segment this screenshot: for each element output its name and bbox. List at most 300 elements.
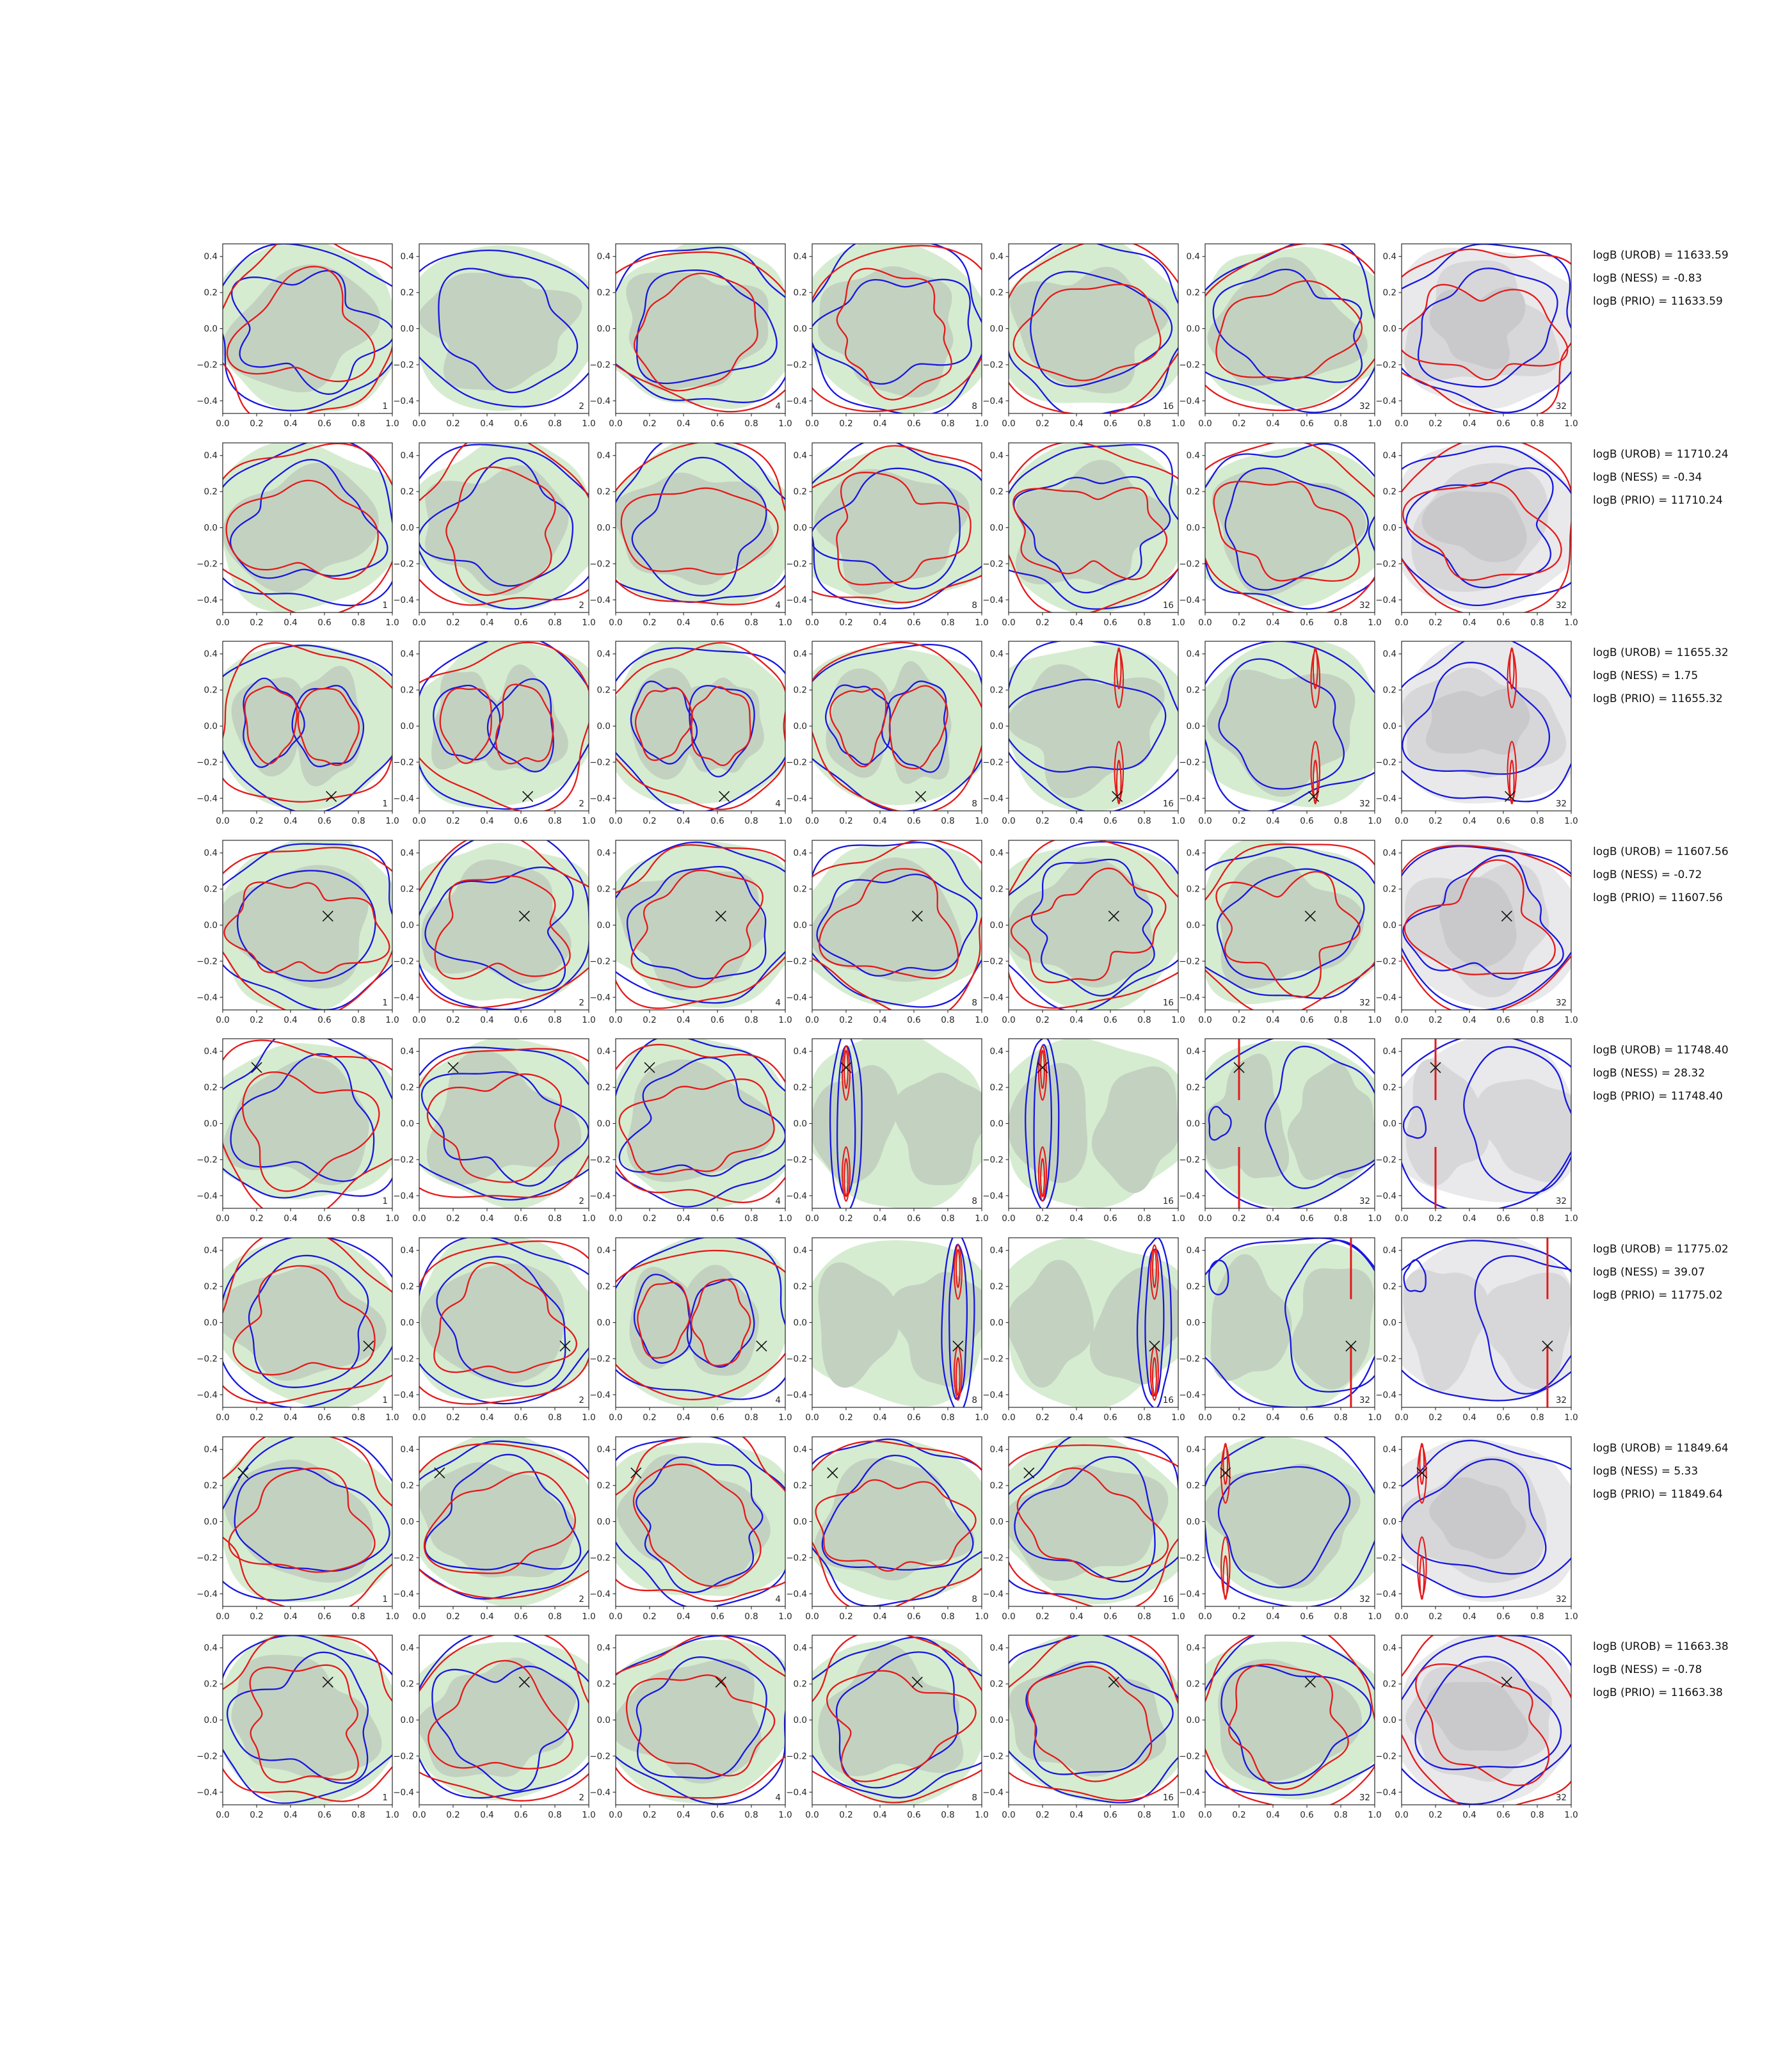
x-tick-label: 0.0 (609, 419, 623, 429)
x-tick-label: 0.6 (514, 1213, 528, 1224)
y-tick-label: 0.0 (204, 1318, 218, 1328)
x-tick-label: 0.6 (710, 1810, 724, 1820)
x-tick-label: 0.6 (710, 1213, 724, 1224)
x-tick-label: 0.0 (1002, 1810, 1016, 1820)
y-tick-label: −0.4 (393, 1588, 414, 1599)
y-tick-label: 0.4 (1382, 1046, 1396, 1057)
subplot-r2c4 (780, 433, 991, 632)
x-tick-label: 0.8 (1137, 1412, 1151, 1423)
subplot-r4c3 (584, 830, 795, 1030)
x-tick-label: 0.8 (548, 618, 562, 628)
y-tick-label: 0.2 (400, 685, 414, 696)
y-tick-label: 0.2 (793, 685, 807, 696)
y-tick-label: 0.4 (793, 1245, 807, 1256)
y-tick-label: 0.0 (204, 920, 218, 931)
y-tick-label: 0.4 (1186, 451, 1200, 461)
y-tick-label: −0.4 (982, 1389, 1004, 1400)
subplot-count-label: 16 (1162, 799, 1174, 809)
x-tick-label: 0.0 (609, 1213, 623, 1224)
x-tick-label: 0.6 (907, 1412, 921, 1423)
x-tick-label: 0.6 (514, 419, 528, 429)
x-tick-label: 0.2 (1232, 1213, 1246, 1224)
logb-annotation-line: logB (NESS) = -0.34 (1593, 471, 1702, 484)
x-tick-label: 0.6 (1300, 1015, 1314, 1025)
subplot-r3c7 (1370, 631, 1581, 831)
y-tick-label: 0.0 (400, 920, 414, 931)
y-tick-label: 0.4 (1186, 1643, 1200, 1654)
y-tick-label: −0.4 (786, 992, 807, 1003)
y-tick-label: 0.0 (596, 1715, 611, 1725)
subplot-count-label: 1 (382, 1594, 388, 1604)
x-tick-label: 0.6 (907, 1015, 921, 1025)
y-tick-label: 0.4 (596, 1245, 611, 1256)
subplot-r1c7 (1370, 234, 1581, 433)
x-tick-label: 1.0 (975, 1213, 989, 1224)
y-tick-label: 0.2 (1382, 1679, 1396, 1690)
y-tick-label: 0.0 (1186, 324, 1200, 334)
x-tick-label: 0.2 (643, 1213, 657, 1224)
y-tick-label: 0.0 (400, 721, 414, 732)
x-tick-label: 0.2 (1428, 419, 1443, 429)
row-annotation-block (1593, 1640, 1729, 1709)
y-tick-label: 0.2 (400, 1480, 414, 1491)
x-tick-label: 0.2 (839, 1015, 853, 1025)
subplot-r3c2 (387, 631, 598, 831)
x-tick-label: 1.0 (1564, 1015, 1578, 1025)
x-tick-label: 0.8 (941, 1612, 955, 1622)
x-tick-label: 1.0 (975, 816, 989, 826)
x-tick-label: 0.6 (710, 1412, 724, 1423)
x-tick-label: 1.0 (1368, 1810, 1382, 1820)
subplot-count-label: 16 (1162, 1196, 1174, 1206)
x-tick-label: 1.0 (1368, 1612, 1382, 1622)
y-tick-label: −0.2 (393, 1155, 414, 1165)
y-tick-label: 0.2 (204, 685, 218, 696)
subplot-count-label: 16 (1162, 600, 1174, 611)
logb-annotation-line: logB (UROB) = 11633.59 (1593, 249, 1729, 262)
x-tick-label: 0.4 (1462, 1810, 1476, 1820)
y-tick-label: 0.4 (400, 451, 414, 461)
x-tick-label: 0.2 (1036, 1412, 1050, 1423)
x-tick-label: 1.0 (1564, 1412, 1578, 1423)
subplot-count-label: 32 (1359, 799, 1370, 809)
y-tick-label: 0.2 (204, 486, 218, 497)
y-tick-label: −0.2 (1179, 1751, 1200, 1762)
x-tick-label: 0.6 (514, 1412, 528, 1423)
y-tick-label: 0.0 (989, 324, 1004, 334)
subplot-r4c6 (1173, 830, 1384, 1030)
x-tick-label: 1.0 (1368, 1412, 1382, 1423)
x-tick-label: 0.8 (1530, 1810, 1544, 1820)
y-tick-label: −0.4 (196, 396, 218, 406)
row-annotation-block (1593, 1243, 1729, 1312)
y-tick-label: −0.2 (982, 1155, 1004, 1165)
y-tick-label: 0.4 (400, 1046, 414, 1057)
x-tick-label: 1.0 (1171, 1213, 1185, 1224)
x-tick-label: 0.8 (351, 1412, 365, 1423)
row-annotation-block (1593, 845, 1729, 915)
y-tick-label: −0.2 (786, 360, 807, 371)
subplot-count-label: 8 (972, 1793, 977, 1803)
x-tick-label: 0.2 (643, 1015, 657, 1025)
y-tick-label: −0.4 (196, 1389, 218, 1400)
logb-annotation-line: logB (UROB) = 11655.32 (1593, 646, 1729, 659)
x-tick-label: 0.2 (1428, 1213, 1443, 1224)
x-tick-label: 1.0 (1368, 1213, 1382, 1224)
y-tick-label: 0.0 (989, 1517, 1004, 1527)
y-tick-label: −0.4 (393, 992, 414, 1003)
x-tick-label: 0.8 (1137, 1612, 1151, 1622)
x-tick-label: 0.4 (873, 1015, 887, 1025)
x-tick-label: 1.0 (1171, 1015, 1185, 1025)
y-tick-label: 0.2 (793, 287, 807, 298)
y-tick-label: −0.2 (589, 757, 611, 768)
x-tick-label: 0.6 (907, 618, 921, 628)
subplot-r5c3 (584, 1028, 795, 1228)
y-tick-label: −0.4 (982, 595, 1004, 605)
y-tick-label: −0.4 (786, 1389, 807, 1400)
logb-annotation-line: logB (PRIO) = 11655.32 (1593, 692, 1723, 705)
subplot-count-label: 8 (972, 401, 977, 412)
y-tick-label: 0.2 (204, 1281, 218, 1292)
y-tick-label: −0.2 (589, 956, 611, 967)
x-tick-label: 0.0 (412, 1412, 426, 1423)
x-tick-label: 1.0 (975, 419, 989, 429)
subplot-r2c3 (584, 433, 795, 632)
y-tick-label: −0.4 (1179, 1389, 1200, 1400)
y-tick-label: 0.4 (596, 649, 611, 660)
x-tick-label: 0.4 (873, 1810, 887, 1820)
x-tick-label: 0.2 (446, 419, 460, 429)
y-tick-label: 0.4 (1382, 1643, 1396, 1654)
x-tick-label: 0.8 (351, 816, 365, 826)
x-tick-label: 0.6 (317, 419, 332, 429)
x-tick-label: 0.6 (1496, 1810, 1510, 1820)
x-tick-label: 0.4 (1069, 1412, 1084, 1423)
subplot-r4c2 (387, 830, 598, 1030)
x-tick-label: 0.4 (1069, 1810, 1084, 1820)
x-tick-label: 1.0 (582, 1612, 596, 1622)
x-tick-label: 0.6 (317, 816, 332, 826)
y-tick-label: 0.0 (1382, 523, 1396, 533)
x-tick-label: 0.2 (1036, 816, 1050, 826)
x-tick-label: 0.8 (1530, 1213, 1544, 1224)
x-tick-label: 0.6 (710, 419, 724, 429)
x-tick-label: 0.8 (744, 1412, 758, 1423)
x-tick-label: 0.8 (548, 419, 562, 429)
y-tick-label: 0.0 (400, 523, 414, 533)
y-tick-label: −0.4 (1179, 1190, 1200, 1201)
y-tick-label: −0.2 (786, 1155, 807, 1165)
y-tick-label: 0.4 (989, 451, 1004, 461)
subplot-r4c1 (191, 830, 402, 1030)
x-tick-label: 0.0 (1002, 1015, 1016, 1025)
x-tick-label: 0.6 (317, 1810, 332, 1820)
y-tick-label: 0.2 (1186, 1679, 1200, 1690)
x-tick-label: 0.8 (351, 618, 365, 628)
y-tick-label: 0.4 (989, 1046, 1004, 1057)
x-tick-label: 1.0 (582, 1015, 596, 1025)
subplot-count-label: 4 (775, 1196, 781, 1206)
x-tick-label: 0.6 (514, 1015, 528, 1025)
y-tick-label: 0.2 (1186, 685, 1200, 696)
y-tick-label: −0.2 (982, 956, 1004, 967)
x-tick-label: 0.2 (250, 1015, 264, 1025)
x-tick-label: 0.0 (1198, 1213, 1212, 1224)
x-tick-label: 0.2 (1036, 419, 1050, 429)
x-tick-label: 1.0 (778, 419, 792, 429)
logb-annotation-line: logB (PRIO) = 11710.24 (1593, 494, 1723, 507)
x-tick-label: 0.2 (1428, 1015, 1443, 1025)
x-tick-label: 0.2 (839, 816, 853, 826)
subplot-count-label: 2 (579, 1196, 584, 1206)
y-tick-label: 0.0 (204, 1517, 218, 1527)
y-tick-label: 0.4 (1186, 1245, 1200, 1256)
subplot-r8c1 (191, 1625, 402, 1825)
x-tick-label: 0.8 (1530, 419, 1544, 429)
x-tick-label: 0.2 (643, 419, 657, 429)
y-tick-label: −0.2 (982, 360, 1004, 371)
x-tick-label: 0.2 (250, 1213, 264, 1224)
subplot-count-label: 2 (579, 1594, 584, 1604)
x-tick-label: 1.0 (1564, 816, 1578, 826)
subplot-r6c7 (1370, 1228, 1581, 1427)
y-tick-label: 0.4 (1382, 1444, 1396, 1455)
y-tick-label: −0.2 (1375, 1354, 1396, 1364)
x-tick-label: 0.0 (216, 618, 230, 628)
x-tick-label: 0.0 (1395, 1015, 1409, 1025)
y-tick-label: 0.0 (400, 1318, 414, 1328)
subplot-count-label: 2 (579, 998, 584, 1008)
x-tick-label: 0.2 (1232, 1412, 1246, 1423)
logb-annotation-line: logB (UROB) = 11663.38 (1593, 1640, 1729, 1653)
x-tick-label: 0.8 (548, 1810, 562, 1820)
x-tick-label: 0.8 (941, 618, 955, 628)
y-tick-label: 0.2 (596, 1082, 611, 1093)
subplot-r5c4 (780, 1028, 991, 1228)
x-tick-label: 0.6 (1496, 1412, 1510, 1423)
x-tick-label: 0.4 (676, 1612, 691, 1622)
y-tick-label: 0.0 (793, 1715, 807, 1725)
y-tick-label: 0.2 (793, 1679, 807, 1690)
y-tick-label: 0.2 (596, 884, 611, 895)
x-tick-label: 0.2 (1232, 1015, 1246, 1025)
y-tick-label: −0.4 (196, 595, 218, 605)
y-tick-label: 0.2 (400, 1082, 414, 1093)
y-tick-label: −0.4 (393, 1389, 414, 1400)
y-tick-label: −0.2 (589, 1354, 611, 1364)
subplot-count-label: 1 (382, 600, 388, 611)
y-tick-label: 0.0 (989, 523, 1004, 533)
y-tick-label: 0.4 (793, 1046, 807, 1057)
x-tick-label: 0.8 (1530, 816, 1544, 826)
x-tick-label: 0.0 (216, 1810, 230, 1820)
x-tick-label: 0.0 (1198, 419, 1212, 429)
x-tick-label: 0.0 (1198, 1612, 1212, 1622)
x-tick-label: 0.4 (873, 618, 887, 628)
row-annotation-block (1593, 1442, 1729, 1511)
x-tick-label: 0.0 (1198, 618, 1212, 628)
y-tick-label: −0.2 (786, 1354, 807, 1364)
subplot-count-label: 16 (1162, 1594, 1174, 1604)
x-tick-label: 0.6 (907, 419, 921, 429)
x-tick-label: 1.0 (385, 1213, 399, 1224)
x-tick-label: 0.2 (839, 1810, 853, 1820)
y-tick-label: 0.2 (989, 1480, 1004, 1491)
y-tick-label: −0.4 (1179, 1787, 1200, 1798)
subplot-count-label: 32 (1359, 401, 1370, 412)
y-tick-label: 0.0 (1382, 721, 1396, 732)
x-tick-label: 0.4 (1462, 1213, 1476, 1224)
logb-annotation-line: logB (NESS) = 5.33 (1593, 1465, 1699, 1478)
x-tick-label: 0.4 (1266, 1015, 1280, 1025)
subplot-count-label: 4 (775, 998, 781, 1008)
subplot-count-label: 2 (579, 401, 584, 412)
subplot-count-label: 32 (1359, 600, 1370, 611)
x-tick-label: 0.8 (744, 618, 758, 628)
x-tick-label: 1.0 (582, 1412, 596, 1423)
subplot-count-label: 8 (972, 1594, 977, 1604)
y-tick-label: −0.2 (1375, 1155, 1396, 1165)
x-tick-label: 0.8 (1530, 1015, 1544, 1025)
x-tick-label: 0.6 (1496, 618, 1510, 628)
x-tick-label: 1.0 (975, 1810, 989, 1820)
y-tick-label: −0.2 (393, 360, 414, 371)
y-tick-label: 0.2 (989, 486, 1004, 497)
y-tick-label: 0.0 (596, 721, 611, 732)
x-tick-label: 0.2 (839, 1612, 853, 1622)
subplot-r6c1 (191, 1228, 402, 1427)
x-tick-label: 1.0 (1564, 1810, 1578, 1820)
subplot-count-label: 1 (382, 799, 388, 809)
x-tick-label: 0.2 (250, 1810, 264, 1820)
subplot-count-label: 16 (1162, 1793, 1174, 1803)
x-tick-label: 0.0 (805, 1810, 819, 1820)
y-tick-label: −0.4 (589, 1787, 611, 1798)
x-tick-label: 1.0 (582, 1213, 596, 1224)
y-tick-label: 0.2 (400, 1281, 414, 1292)
subplot-count-label: 32 (1555, 1594, 1567, 1604)
y-tick-label: −0.2 (196, 559, 218, 570)
y-tick-label: 0.2 (204, 884, 218, 895)
x-tick-label: 0.8 (941, 419, 955, 429)
x-tick-label: 0.2 (250, 419, 264, 429)
y-tick-label: 0.0 (596, 1119, 611, 1129)
x-tick-label: 1.0 (975, 618, 989, 628)
x-tick-label: 0.2 (1428, 816, 1443, 826)
y-tick-label: 0.0 (1186, 920, 1200, 931)
x-tick-label: 0.2 (446, 1412, 460, 1423)
x-tick-label: 0.4 (284, 419, 298, 429)
x-tick-label: 1.0 (778, 1810, 792, 1820)
y-tick-label: −0.2 (196, 757, 218, 768)
y-tick-label: 0.4 (793, 1643, 807, 1654)
subplot-r7c4 (780, 1427, 991, 1626)
subplot-r6c5 (977, 1228, 1188, 1427)
x-tick-label: 0.6 (710, 618, 724, 628)
x-tick-label: 0.2 (1428, 1612, 1443, 1622)
y-tick-label: −0.4 (196, 793, 218, 804)
y-tick-label: 0.4 (204, 1046, 218, 1057)
subplot-r1c6 (1173, 234, 1384, 433)
x-tick-label: 1.0 (1171, 618, 1185, 628)
y-tick-label: −0.4 (589, 1588, 611, 1599)
x-tick-label: 0.2 (446, 618, 460, 628)
y-tick-label: 0.0 (204, 324, 218, 334)
logb-annotation-line: logB (NESS) = -0.72 (1593, 868, 1702, 881)
logb-annotation-line: logB (UROB) = 11710.24 (1593, 448, 1729, 461)
y-tick-label: 0.4 (400, 1245, 414, 1256)
x-tick-label: 0.0 (805, 1213, 819, 1224)
x-tick-label: 0.4 (480, 1213, 494, 1224)
x-tick-label: 0.6 (317, 1213, 332, 1224)
y-tick-label: 0.2 (1382, 287, 1396, 298)
y-tick-label: −0.4 (589, 1389, 611, 1400)
x-tick-label: 0.2 (446, 1213, 460, 1224)
y-tick-label: 0.4 (596, 848, 611, 859)
y-tick-label: 0.4 (204, 649, 218, 660)
y-tick-label: 0.2 (1382, 685, 1396, 696)
x-tick-label: 0.6 (1300, 419, 1314, 429)
x-tick-label: 0.2 (643, 618, 657, 628)
y-tick-label: 0.0 (1382, 1119, 1396, 1129)
x-tick-label: 0.2 (1232, 618, 1246, 628)
x-tick-label: 0.0 (216, 1015, 230, 1025)
x-tick-label: 0.4 (480, 816, 494, 826)
x-tick-label: 0.4 (676, 419, 691, 429)
x-tick-label: 1.0 (1564, 618, 1578, 628)
y-tick-label: 0.4 (1382, 451, 1396, 461)
x-tick-label: 0.4 (284, 1612, 298, 1622)
y-tick-label: 0.0 (1186, 721, 1200, 732)
x-tick-label: 0.8 (1334, 1015, 1348, 1025)
subplot-count-label: 16 (1162, 401, 1174, 412)
x-tick-label: 0.0 (412, 1213, 426, 1224)
x-tick-label: 0.2 (1232, 1612, 1246, 1622)
y-tick-label: 0.0 (793, 721, 807, 732)
logb-annotation-line: logB (UROB) = 11607.56 (1593, 845, 1729, 858)
y-tick-label: 0.0 (793, 1318, 807, 1328)
x-tick-label: 0.6 (1300, 1810, 1314, 1820)
y-tick-label: 0.0 (989, 1715, 1004, 1725)
subplot-r6c2 (387, 1228, 598, 1427)
logb-annotation-line: logB (PRIO) = 11775.02 (1593, 1289, 1723, 1302)
x-tick-label: 1.0 (975, 1412, 989, 1423)
subplot-count-label: 8 (972, 1395, 977, 1405)
y-tick-label: −0.2 (196, 1155, 218, 1165)
y-tick-label: 0.0 (1186, 1318, 1200, 1328)
x-tick-label: 0.6 (1300, 618, 1314, 628)
subplot-count-label: 1 (382, 998, 388, 1008)
x-tick-label: 0.6 (907, 1213, 921, 1224)
x-tick-label: 0.4 (1266, 618, 1280, 628)
subplot-r6c6 (1173, 1228, 1384, 1427)
x-tick-label: 0.6 (317, 1612, 332, 1622)
y-tick-label: −0.2 (1375, 757, 1396, 768)
y-tick-label: 0.2 (400, 486, 414, 497)
x-tick-label: 0.6 (317, 618, 332, 628)
x-tick-label: 0.8 (744, 1213, 758, 1224)
y-tick-label: −0.2 (786, 1751, 807, 1762)
x-tick-label: 0.2 (250, 816, 264, 826)
x-tick-label: 0.2 (1036, 1015, 1050, 1025)
subplot-count-label: 32 (1555, 1793, 1567, 1803)
subplot-r8c5 (977, 1625, 1188, 1825)
x-tick-label: 0.8 (1137, 419, 1151, 429)
y-tick-label: −0.2 (393, 757, 414, 768)
x-tick-label: 0.2 (250, 1612, 264, 1622)
y-tick-label: 0.2 (793, 1480, 807, 1491)
